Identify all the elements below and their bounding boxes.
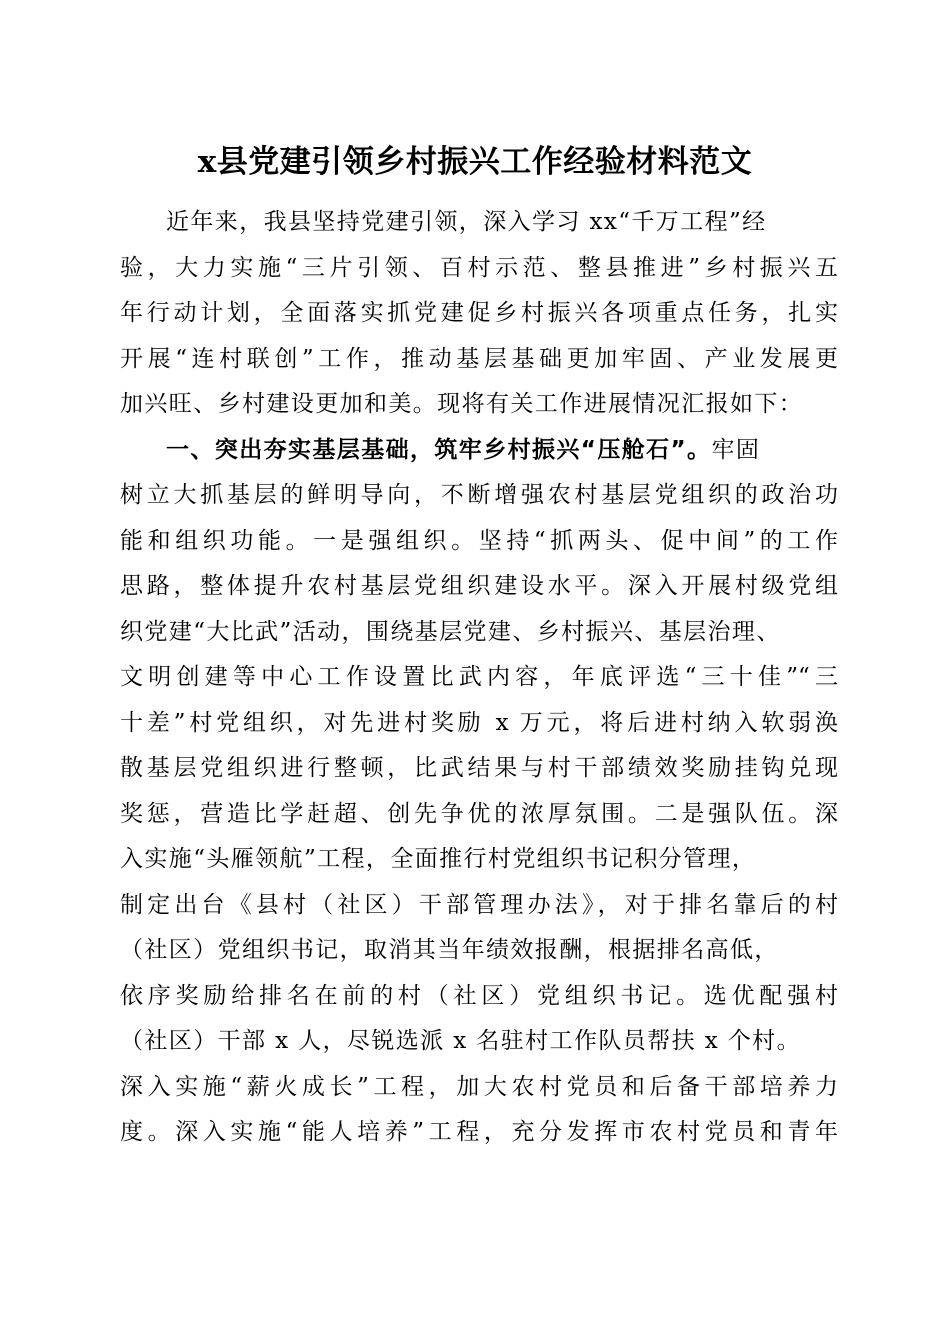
paragraph-line: 依序奖励给排名在前的村（社区）党组织书记。选优配强村 <box>120 982 838 1009</box>
paragraph-line: 散基层党组织进行整顿，比武结果与村干部绩效奖励挂钩兑现 <box>120 755 838 781</box>
paragraph-line: 年行动计划，全面落实抓党建促乡村振兴各项重点任务，扎实 <box>120 300 838 326</box>
paragraph-line: （社区）党组织书记，取消其当年绩效报酬，根据排名高低， <box>120 937 779 963</box>
paragraph-line: 文明创建等中心工作设置比武内容，年底评选“三十佳”“三 <box>120 664 838 690</box>
paragraph-line: 制定出台《县村（社区）干部管理办法》，对于排名靠后的村 <box>120 891 838 918</box>
paragraph-line: 验，大力实施“三片引领、百村示范、整县推进”乡村振兴五 <box>120 254 838 281</box>
paragraph-line: （社区）干部 x 人，尽锐选派 x 名驻村工作队员帮扶 x 个村。 <box>120 1028 801 1054</box>
paragraph-line: 树立大抓基层的鲜明导向，不断增强农村基层党组织的政治功 <box>120 482 838 508</box>
paragraph-line: 入实施“头雁领航”工程，全面推行村党组织书记积分管理， <box>120 846 757 872</box>
section-heading-tail: 牢固 <box>711 436 761 463</box>
document-body <box>120 200 838 1156</box>
paragraph-line: 开展“连村联创”工作，推动基层基础更加牢固、产业发展更 <box>120 345 838 372</box>
paragraph-line: 深入实施“薪火成长”工程，加大农村党员和后备干部培养力 <box>120 1073 838 1100</box>
section-1-paragraph <box>120 428 838 1156</box>
paragraph-line: 近年来，我县坚持党建引领，深入学习 xx“千万工程”经 <box>166 209 767 235</box>
section-heading: 一、突出夯实基层基础，筑牢乡村振兴“压舱石”。 <box>166 436 712 463</box>
paragraph-line: 能和组织功能。一是强组织。坚持“抓两头、促中间”的工作 <box>120 527 838 554</box>
paragraph-line: 十差”村党组织，对先进村奖励 x 万元，将后进村纳入软弱涣 <box>120 709 838 736</box>
paragraph-line: 奖惩，营造比学赶超、创先争优的浓厚氛围。二是强队伍。深 <box>120 800 838 827</box>
intro-paragraph <box>120 200 838 428</box>
paragraph-line: 度。深入实施“能人培养”工程，充分发挥市农村党员和青年 <box>120 1119 838 1145</box>
paragraph-line: 加兴旺、乡村建设更加和美。现将有关工作进展情况汇报如下： <box>120 391 804 417</box>
section-heading-line <box>120 428 838 474</box>
paragraph-line: 织党建“大比武”活动，围绕基层党建、乡村振兴、基层治理、 <box>120 618 781 645</box>
paragraph-line: 思路，整体提升农村基层党组织建设水平。深入开展村级党组 <box>120 573 838 599</box>
document-title: x县党建引领乡村振兴工作经验材料范文 <box>197 144 753 180</box>
